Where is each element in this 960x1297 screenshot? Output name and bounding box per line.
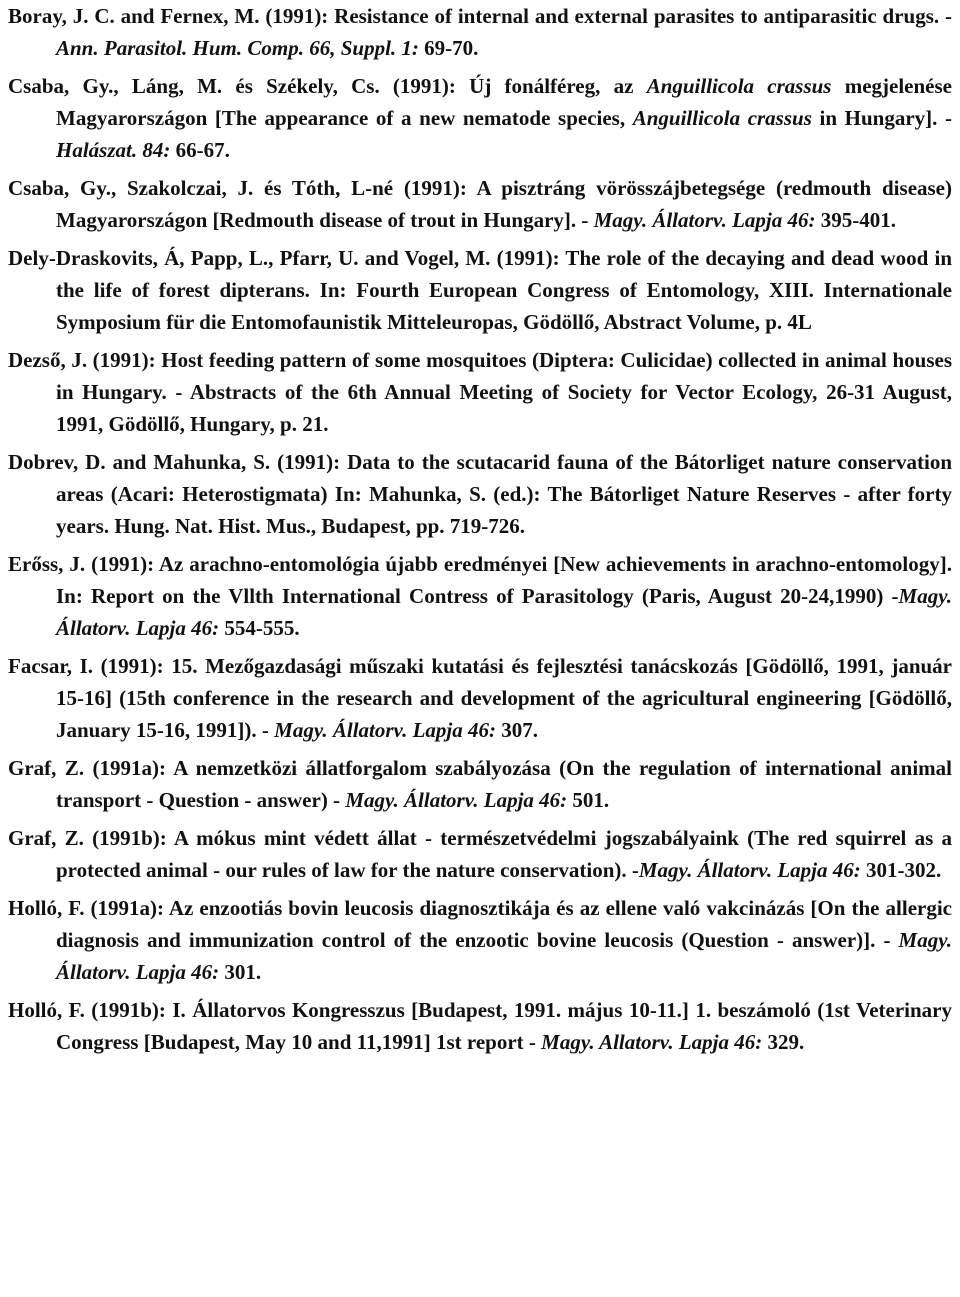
ref-species: Anguillicola crassus	[646, 74, 832, 98]
ref-text: Erőss, J. (1991): Az arachno-entomológia újabb eredményei [New achievements in arachno-entomology]. In: Report on the Vllth International Contress of Parasitology (Paris, August 20-24,1990) -	[8, 552, 952, 608]
ref-journal: Magy. Állatorv. Lapja 46:	[593, 208, 816, 232]
ref-journal: Magy. Állatorv. Lapja 46:	[56, 584, 952, 640]
ref-journal: Magy. Állatorv. Lapja 46:	[345, 788, 568, 812]
ref-text: Holló, F. (1991b): I. Állatorvos Kongresszus [Budapest, 1991. május 10-11.] 1. beszámoló (1st Veterinary Congress [Budapest, May 10 and 11,1991] 1st report -	[8, 998, 952, 1054]
ref-text: megjelenése Magyarországon [The appearance of a new nematode species,	[56, 74, 952, 130]
ref-journal: Magy. Állatorv. Lapja 46:	[274, 718, 496, 742]
reference-entry-dobrev: Dobrev, D. and Mahunka, S. (1991): Data to the scutacarid fauna of the Bátorliget nature conservation areas (Acari: Heterostigmata) In: Mahunka, S. (ed.): The Bátorliget Nature Reserves - after forty years. Hung. Nat. Hist. Mus., Budapest, pp. 719-726.	[8, 450, 952, 538]
reference-entry-graf-a	[8, 752, 952, 816]
reference-entry-graf-b	[8, 822, 952, 886]
ref-journal: Magy. Állatorv. Lapja 46:	[56, 928, 952, 984]
ref-text: Csaba, Gy., Szakolczai, J. és Tóth, L-né (1991): A pisztráng vörösszájbetegsége (redmouth disease) Magyarországon [Redmouth disease of trout in Hungary]. -	[8, 176, 952, 232]
reference-entry-hollo-a	[8, 892, 952, 988]
reference-entry-boray	[8, 0, 952, 64]
ref-pages: 301-302.	[860, 858, 942, 882]
ref-pages: 66-67.	[170, 138, 230, 162]
ref-pages: 395-401.	[815, 208, 896, 232]
reference-entry-dezso: Dezső, J. (1991): Host feeding pattern of some mosquitoes (Diptera: Culicidae) collected in animal houses in Hungary. - Abstracts of the 6th Annual Meeting of Society for Vector Ecology, 26-31 August, 1991, Gödöllő, Hungary, p. 21.	[8, 348, 952, 436]
ref-pages: 307.	[496, 718, 538, 742]
ref-pages: 301.	[219, 960, 262, 984]
ref-text: in Hungary]. -	[811, 106, 952, 130]
ref-text: Holló, F. (1991a): Az enzootiás bovin leucosis diagnosztikája és az ellene való vakcinázás [On the allergic diagnosis and immunization control of the enzootic bovine leucosis (Question - answer)]. -	[8, 896, 952, 952]
ref-text: Facsar, I. (1991): 15. Mezőgazdasági műszaki kutatási és fejlesztési tanácskozás [Gödöllő, 1991, január 15-16] (15th conference in the research and development of the agricultural engineering [Gödöllő, January 15-16, 1991]). -	[8, 654, 952, 742]
ref-journal: Ann. Parasitol. Hum. Comp. 66, Suppl. 1:	[56, 36, 419, 60]
ref-text: Csaba, Gy., Láng, M. és Székely, Cs. (1991): Új fonálféreg, az	[8, 74, 647, 98]
ref-pages: 501.	[567, 788, 610, 812]
reference-entry-facsar	[8, 650, 952, 746]
ref-pages: 329.	[762, 1030, 805, 1054]
ref-text: Boray, J. C. and Fernex, M. (1991): Resistance of internal and external parasites to antiparasitic drugs. -	[8, 4, 952, 28]
reference-entry-csaba-lang	[8, 70, 952, 166]
ref-journal: Halászat. 84:	[56, 138, 171, 162]
reference-entry-eross	[8, 548, 952, 644]
reference-entry-dely: Dely-Draskovits, Á, Papp, L., Pfarr, U. and Vogel, M. (1991): The role of the decaying and dead wood in the life of forest dipterans. In: Fourth European Congress of Entomology, XIII. Internationale Symposium für die Entomofaunistik Mitteleuropas, Gödöllő, Abstract Volume, p. 4L	[8, 246, 952, 334]
reference-entry-csaba-szakolczai	[8, 172, 952, 236]
reference-entry-hollo-b	[8, 994, 952, 1058]
ref-species: Anguillicola crassus	[632, 106, 812, 130]
ref-journal: Magy. Állatorv. Lapja 46:	[638, 858, 861, 882]
ref-text: Graf, Z. (1991a): A nemzetközi állatforgalom szabályozása (On the regulation of international animal transport - Question - answer) -	[8, 756, 952, 812]
ref-pages: 554-555.	[219, 616, 300, 640]
ref-text: Graf, Z. (1991b): A mókus mint védett állat - természetvédelmi jogszabályaink (The red squirrel as a protected animal - our rules of law for the nature conservation). -	[8, 826, 952, 882]
ref-pages: 69-70.	[418, 36, 479, 60]
ref-journal: Magy. Allatorv. Lapja 46:	[541, 1030, 763, 1054]
